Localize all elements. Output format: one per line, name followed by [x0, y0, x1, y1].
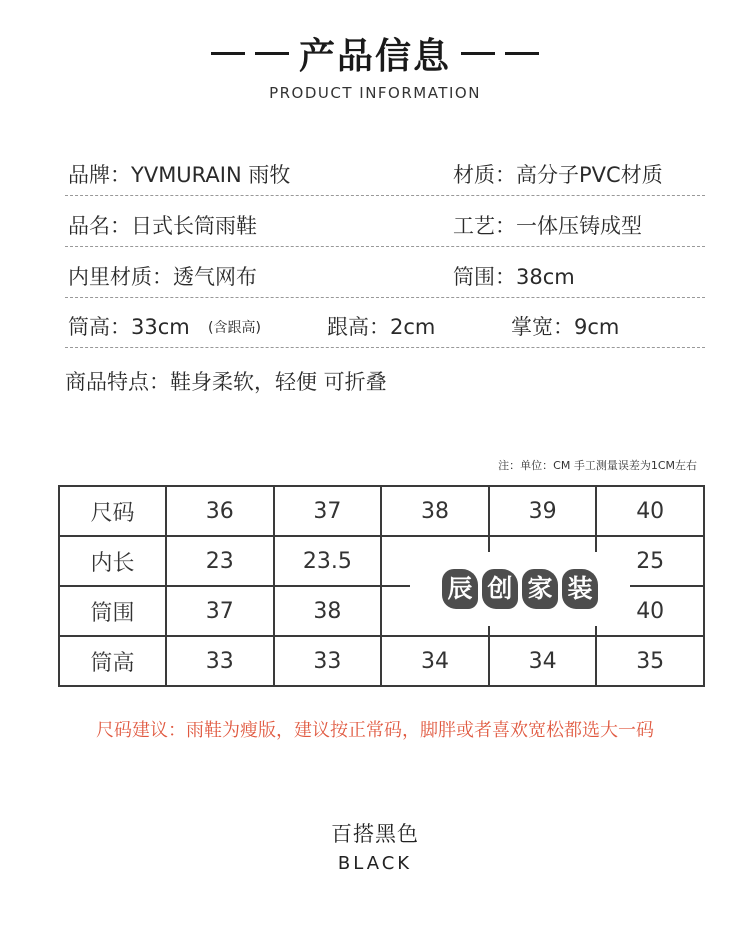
- table-cell: 39: [489, 486, 597, 536]
- shaft-height-text: 筒高：33cm: [68, 315, 190, 339]
- table-cell: 23: [166, 536, 274, 586]
- lining-text: 内里材质：透气网布: [68, 265, 257, 289]
- info-row-3: [65, 247, 705, 298]
- table-cell: 40: [596, 486, 704, 536]
- product-feature: 商品特点：鞋身柔软，轻便 可折叠: [65, 370, 387, 394]
- row-label: 内长: [59, 536, 166, 586]
- material-text: 材质：高分子PVC材质: [453, 163, 663, 187]
- table-cell: 33: [166, 636, 274, 686]
- shaft-height-note: (含跟高): [208, 320, 261, 336]
- title-dash-right-2: [505, 52, 539, 55]
- row-label: 尺码: [59, 486, 166, 536]
- table-cell: 25: [596, 536, 704, 586]
- table-cell: 35: [596, 636, 704, 686]
- watermark-logo: [410, 552, 630, 626]
- table-cell: 37: [166, 586, 274, 636]
- color-name-cn: 百搭黑色: [331, 822, 419, 846]
- table-cell: 38: [381, 486, 489, 536]
- watermark-char: 装: [562, 569, 598, 609]
- row-label: 筒高: [59, 636, 166, 686]
- size-suggestion: 尺码建议：雨鞋为瘦版，建议按正常码，脚胖或者喜欢宽松都选大一码: [96, 720, 654, 741]
- info-row-4: [65, 297, 705, 348]
- table-row: [59, 636, 704, 686]
- craft-text: 工艺：一体压铸成型: [453, 214, 642, 238]
- watermark-char: 辰: [442, 569, 478, 609]
- title-text: 产品信息: [298, 36, 451, 77]
- heel-height-text: 跟高：2cm: [327, 315, 436, 339]
- title-dash-left: [211, 52, 245, 55]
- color-name-en: BLACK: [337, 853, 413, 874]
- table-cell: 40: [596, 586, 704, 636]
- table-cell: 37: [274, 486, 382, 536]
- product-name-text: 品名：日式长筒雨鞋: [68, 214, 257, 238]
- section-header: [0, 28, 750, 79]
- table-cell: 34: [489, 636, 597, 686]
- table-cell: 34: [381, 636, 489, 686]
- table-cell: 36: [166, 486, 274, 536]
- sole-width-text: 掌宽：9cm: [511, 315, 620, 339]
- brand-text: 品牌：YVMURAIN 雨牧: [68, 163, 291, 187]
- watermark-char: 家: [522, 569, 558, 609]
- page-title: [211, 28, 539, 79]
- info-row-2: [65, 196, 705, 247]
- table-row: [59, 486, 704, 536]
- title-dash-right: [461, 52, 495, 55]
- info-row-1: [65, 145, 705, 196]
- row-label: 筒围: [59, 586, 166, 636]
- table-cell: 38: [274, 586, 382, 636]
- title-dash-left-2: [255, 52, 289, 55]
- table-cell: 33: [274, 636, 382, 686]
- watermark-char: 创: [482, 569, 518, 609]
- circumference-text: 筒围：38cm: [453, 265, 575, 289]
- table-cell: 23.5: [274, 536, 382, 586]
- measurement-note: 注：单位：CM 手工测量误差为1CM左右: [498, 459, 697, 472]
- page-subtitle: PRODUCT INFORMATION: [269, 84, 481, 102]
